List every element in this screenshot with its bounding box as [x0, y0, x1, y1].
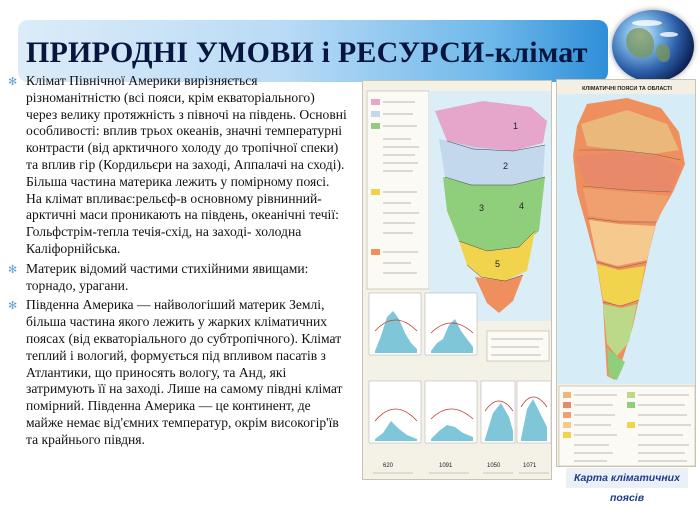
north-america-climate-map: [362, 80, 552, 480]
page-title: ПРИРОДНІ УМОВИ і РЕСУРСИ-клімат: [26, 36, 588, 69]
bullet-icon: ✻: [8, 300, 18, 313]
bullet-icon: ✻: [8, 263, 18, 276]
subtropical-belt: [597, 264, 645, 306]
bullet-icon: ✻: [8, 76, 18, 88]
svg-text:3: 3: [479, 203, 485, 213]
map-title: КЛІМАТИЧНІ ПОЯСИ ТА ОБЛАСТІ: [582, 86, 672, 92]
globe-cloud: [660, 32, 678, 37]
text-column: [8, 73, 348, 449]
station-value: 1050: [487, 463, 501, 469]
svg-text:2: 2: [503, 161, 509, 171]
globe-land: [626, 28, 654, 58]
svg-text:5: 5: [495, 259, 501, 269]
bullet-natural-hazards: [8, 261, 348, 295]
bullet-south-america-climate: [8, 297, 348, 448]
bullet-text: Південна Америка — найвологіший материк Землі, більша частина якого лежить у жарких кліматичних поясах (від екваторіального до субтропічного). Клімат теплий і вологий, формується під впливом пасатів з Атлантики, що приносять вологу, та Анд, які затримують її на заході. Лише на самому півдні клімат помірний. Південна Америка — це континент, де майже немає від'ємних температур, окрім високогір'їв та крайнього півдня.: [26, 297, 343, 447]
bullet-text: Материк відомий частими стихійними явищами: торнадо, урагани.: [26, 260, 309, 293]
map-caption: Карта кліматичних поясів: [566, 468, 688, 488]
map-legend: [367, 91, 429, 289]
svg-text:4: 4: [519, 201, 525, 211]
earth-globe-image: [612, 10, 694, 82]
station-value: 1071: [523, 463, 537, 469]
station-value: 620: [383, 463, 394, 469]
south-america-climate-map: [556, 79, 696, 467]
south-america-map-graphic: [557, 80, 696, 467]
bullet-north-america-climate: [8, 73, 348, 258]
bullet-text: Клімат Північної Америки вирізняється різноманітністю (всі пояси, крім екваторіального) через велику протяжність з півночі на південь. Основні особливості: вплив трьох океанів, значні температурні контрасти (від арктичного холоду до тропічної спеки) та вплив гір (Кордильєри на заході, Аппалачі на сході). Більша частина материка лежить у помірному поясі. На клімат впливає:рельєф-в основному рівнинний- арктичні маси проникають на південь, океанічні течії: Гольфстрім-тепла течія-схід, на заході- холодна Каліфорнійська.: [26, 73, 347, 256]
globe-land: [656, 44, 670, 62]
svg-text:1: 1: [513, 121, 519, 131]
station-value: 1091: [439, 463, 453, 469]
north-america-map-graphic: [363, 81, 552, 480]
tropical-belt: [589, 220, 655, 266]
globe-cloud: [632, 20, 662, 26]
